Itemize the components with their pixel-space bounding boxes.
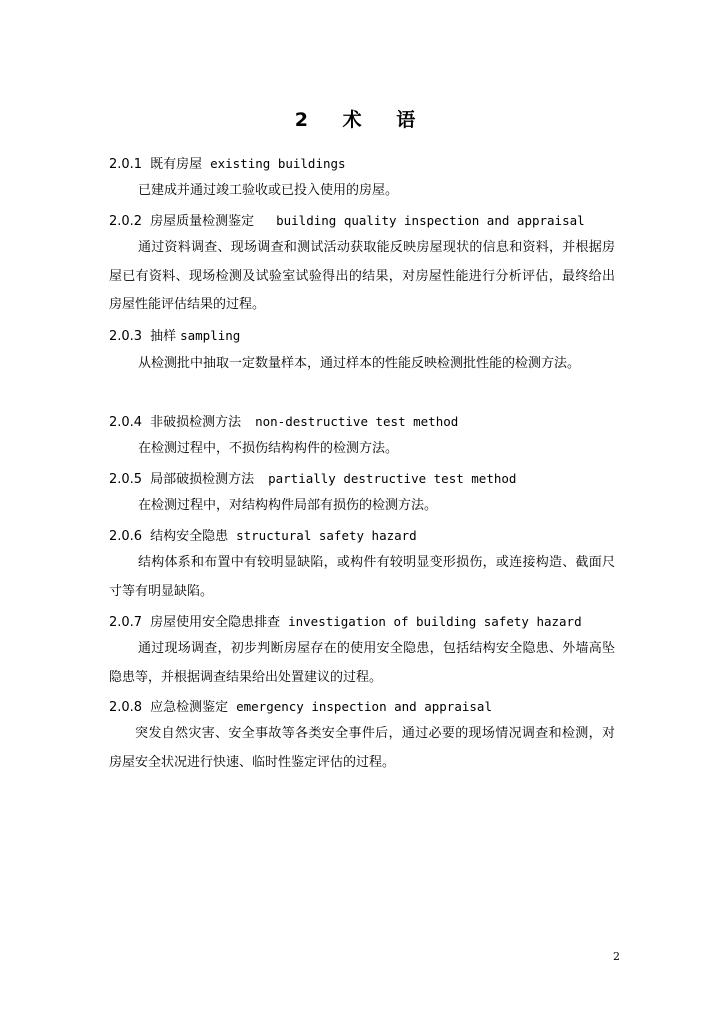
term-english-name: building quality inspection and appraisal [276,213,585,228]
term-heading [109,413,458,432]
term-definition: 通过现场调查，初步判断房屋存在的使用安全隐患，包括结构安全隐患、外墙高坠隐患等，并根据调查结果给出处置建议的过程。 [109,641,615,685]
term-chinese-name: 非破损检测方法 [150,415,242,430]
term-heading [109,327,240,346]
term-english-name: partially destructive test method [268,471,517,486]
term-english-name: existing buildings [210,156,346,171]
term-definition: 结构体系和布置中有较明显缺陷，或构件有较明显变形损伤，或连接构造、截面尺寸等有明显缺陷。 [109,555,615,599]
term-english-name: sampling [180,328,241,343]
term-definition: 在检测过程中，不损伤结构构件的检测方法。 [138,441,399,456]
term-chinese-name: 房屋使用安全隐患排查 [150,615,281,630]
term-english-name: structural safety hazard [236,528,417,543]
term-definition: 在检测过程中，对结构构件局部有损伤的检测方法。 [138,498,438,513]
term-number: 2.0.5 [109,472,143,487]
term-heading [109,155,346,174]
chapter-title: 2 术 语 [294,109,430,131]
term-chinese-name: 房屋质量检测鉴定 [150,214,255,229]
term-english-name: investigation of building safety hazard [288,614,582,629]
term-chinese-name: 应急检测鉴定 [150,700,229,715]
term-number: 2.0.6 [109,529,143,544]
term-number: 2.0.3 [109,329,143,344]
term-heading [109,470,516,489]
page-number: 2 [613,950,620,963]
term-chinese-name: 局部破损检测方法 [150,472,255,487]
term-heading [109,613,582,632]
term-chinese-name: 既有房屋 [150,157,203,172]
term-heading [109,527,417,546]
term-chinese-name: 抽样 [150,329,177,344]
term-number: 2.0.7 [109,615,143,630]
term-heading [109,698,492,717]
term-number: 2.0.2 [109,214,143,229]
term-definition: 突发自然灾害、安全事故等各类安全事件后，通过必要的现场情况调查和检测，对房屋安全状况进行快速、临时性鉴定评估的过程。 [109,726,615,770]
term-number: 2.0.4 [109,415,143,430]
term-definition: 已建成并通过竣工验收或已投入使用的房屋。 [138,183,399,198]
term-definition: 从检测批中抽取一定数量样本，通过样本的性能反映检测批性能的检测方法。 [138,356,581,371]
term-heading [109,212,585,231]
term-number: 2.0.8 [109,700,143,715]
term-definition: 通过资料调查、现场调查和测试活动获取能反映房屋现状的信息和资料，并根据房屋已有资料、现场检测及试验室试验得出的结果，对房屋性能进行分析评估，最终给出房屋性能评估结果的过程。 [109,240,615,312]
term-english-name: emergency inspection and appraisal [236,699,492,714]
term-chinese-name: 结构安全隐患 [150,529,229,544]
term-number: 2.0.1 [109,157,143,172]
term-english-name: non-destructive test method [255,414,459,429]
